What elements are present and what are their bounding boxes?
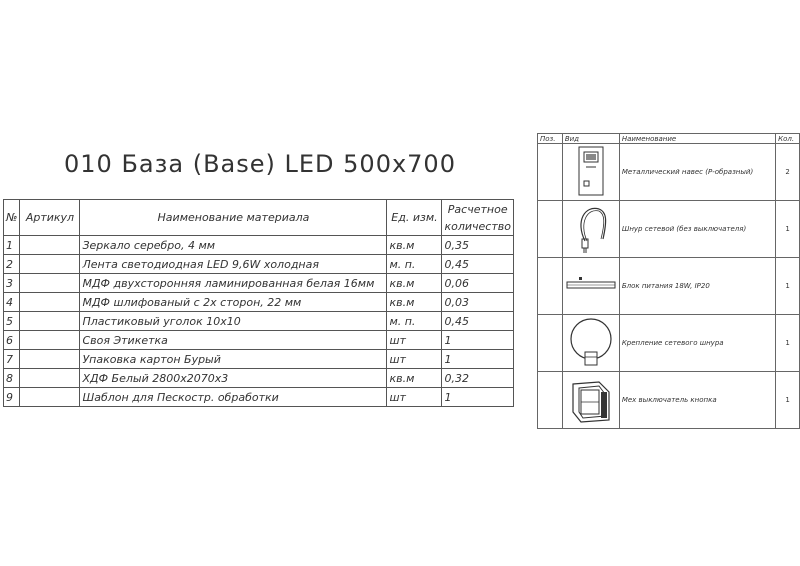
table-row — [4, 236, 514, 255]
cell-comp-qty: 1 — [776, 258, 800, 315]
cell-name: Зеркало серебро, 4 мм — [80, 236, 387, 255]
cell-num: 6 — [4, 331, 20, 350]
cell-qty: 0,45 — [442, 312, 514, 331]
cell-unit: кв.м — [387, 369, 442, 388]
col-header-qty — [442, 200, 514, 236]
cell-article — [20, 274, 80, 293]
cell-comp-qty: 2 — [776, 144, 800, 201]
cell-name: Лента светодиодная LED 9,6W холодная — [80, 255, 387, 274]
table-row — [4, 350, 514, 369]
table-row — [538, 315, 800, 372]
cell-qty: 1 — [442, 331, 514, 350]
table-row — [538, 201, 800, 258]
cell-comp-name: Крепление сетевого шнура — [619, 315, 775, 372]
rocker-switch-icon — [563, 372, 619, 428]
cell-comp-name: Мех выключатель кнопка — [619, 372, 775, 429]
cell-comp-qty: 1 — [776, 201, 800, 258]
cell-unit: шт — [387, 331, 442, 350]
cell-num: 2 — [4, 255, 20, 274]
page-title: 010 База (Base) LED 500x700 — [64, 150, 456, 178]
cell-name: Своя Этикетка — [80, 331, 387, 350]
table-row — [538, 144, 800, 201]
table-row — [538, 258, 800, 315]
col-header-comp-name: Наименование — [619, 134, 775, 144]
metal-hanger-icon — [563, 144, 619, 200]
col-header-view: Вид — [562, 134, 619, 144]
col-header-num: № — [4, 200, 20, 236]
components-table — [537, 133, 800, 429]
cell-view — [562, 258, 619, 315]
table-row — [538, 372, 800, 429]
cell-num: 3 — [4, 274, 20, 293]
cell-view — [562, 201, 619, 258]
col-header-qty-line2: количество — [444, 219, 511, 233]
cell-num: 4 — [4, 293, 20, 312]
cell-num: 8 — [4, 369, 20, 388]
cell-name: ХДФ Белый 2800x2070x3 — [80, 369, 387, 388]
cell-view — [562, 144, 619, 201]
cell-qty: 0,32 — [442, 369, 514, 388]
cord-clamp-icon — [563, 315, 619, 371]
cell-comp-name: Металлический навес (Р-образный) — [619, 144, 775, 201]
col-header-pos: Поз. — [538, 134, 563, 144]
cell-num: 5 — [4, 312, 20, 331]
table-row — [4, 293, 514, 312]
cell-name: МДФ двухсторонняя ламинированная белая 16мм — [80, 274, 387, 293]
cell-article — [20, 388, 80, 407]
components-header-row — [538, 134, 800, 144]
cell-pos — [538, 201, 563, 258]
materials-header-row — [4, 200, 514, 236]
cell-article — [20, 293, 80, 312]
cell-qty: 0,03 — [442, 293, 514, 312]
cell-comp-qty: 1 — [776, 372, 800, 429]
cell-qty: 0,35 — [442, 236, 514, 255]
cell-name: Пластиковый уголок 10x10 — [80, 312, 387, 331]
cell-pos — [538, 144, 563, 201]
table-row — [4, 369, 514, 388]
cell-name: Упаковка картон Бурый — [80, 350, 387, 369]
cell-unit: кв.м — [387, 236, 442, 255]
col-header-comp-qty: Кол. — [776, 134, 800, 144]
table-row — [4, 388, 514, 407]
cell-pos — [538, 372, 563, 429]
cell-view — [562, 315, 619, 372]
cell-comp-name: Блок питания 18W, IP20 — [619, 258, 775, 315]
cell-article — [20, 369, 80, 388]
power-supply-icon — [563, 258, 619, 314]
cell-qty: 1 — [442, 350, 514, 369]
cell-pos — [538, 315, 563, 372]
cell-unit: шт — [387, 350, 442, 369]
cell-qty: 0,45 — [442, 255, 514, 274]
cell-qty: 0,06 — [442, 274, 514, 293]
cell-article — [20, 255, 80, 274]
cell-qty: 1 — [442, 388, 514, 407]
cell-unit: м. п. — [387, 312, 442, 331]
cell-article — [20, 236, 80, 255]
table-row — [4, 255, 514, 274]
cell-comp-name: Шнур сетевой (без выключателя) — [619, 201, 775, 258]
table-row — [4, 312, 514, 331]
col-header-unit: Ед. изм. — [387, 200, 442, 236]
col-header-article: Артикул — [20, 200, 80, 236]
cell-unit: м. п. — [387, 255, 442, 274]
cell-article — [20, 312, 80, 331]
cell-view — [562, 372, 619, 429]
col-header-name: Наименование материала — [80, 200, 387, 236]
cell-name: МДФ шлифованый с 2х сторон, 22 мм — [80, 293, 387, 312]
materials-table — [3, 199, 514, 407]
cell-pos — [538, 258, 563, 315]
cell-name: Шаблон для Пескостр. обработки — [80, 388, 387, 407]
cell-num: 1 — [4, 236, 20, 255]
cell-comp-qty: 1 — [776, 315, 800, 372]
cell-unit: кв.м — [387, 293, 442, 312]
table-row — [4, 274, 514, 293]
cell-article — [20, 350, 80, 369]
cell-article — [20, 331, 80, 350]
col-header-qty-line1: Расчетное — [447, 202, 508, 216]
cell-num: 7 — [4, 350, 20, 369]
cell-unit: шт — [387, 388, 442, 407]
table-row — [4, 331, 514, 350]
cell-num: 9 — [4, 388, 20, 407]
power-cord-icon — [563, 201, 619, 257]
cell-unit: кв.м — [387, 274, 442, 293]
